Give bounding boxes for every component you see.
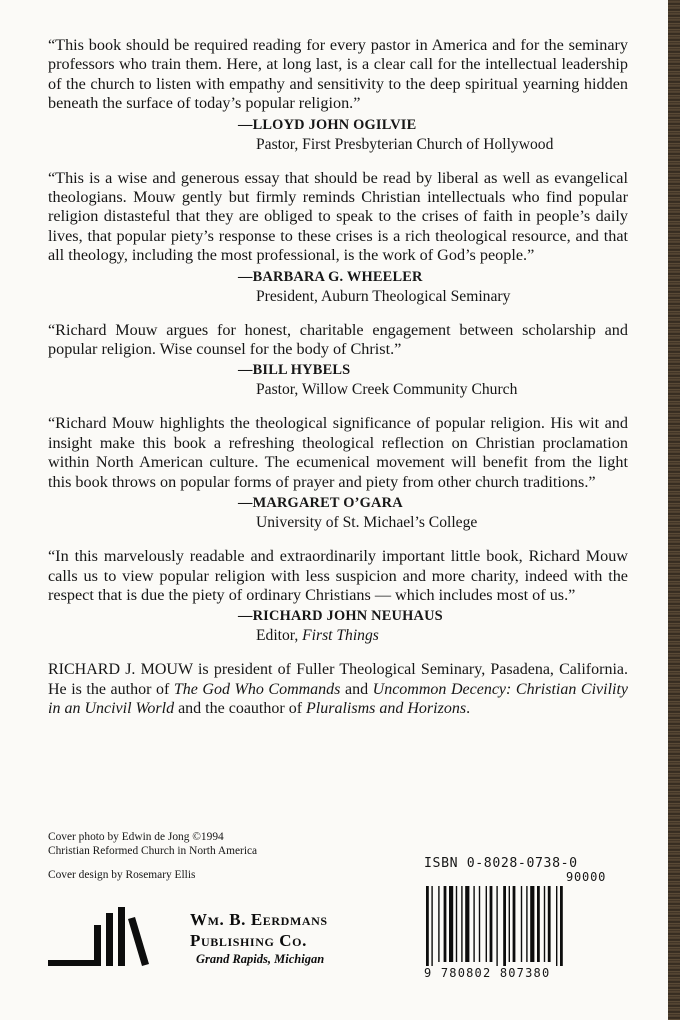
endorser-title-italic: First Things bbox=[302, 627, 379, 645]
endorser-name: —BILL HYBELS bbox=[238, 362, 351, 379]
barcode-bar bbox=[473, 886, 474, 962]
barcode-bar bbox=[537, 886, 540, 962]
endorser-name: —LLOYD JOHN OGILVIE bbox=[238, 116, 417, 133]
bio-text: . bbox=[466, 700, 471, 718]
endorser-title: Pastor, Willow Creek Community Church bbox=[256, 381, 518, 399]
barcode-bar bbox=[560, 886, 563, 966]
endorser-name: —MARGARET O’GARA bbox=[238, 495, 403, 512]
barcode-bar bbox=[496, 886, 497, 966]
barcode-bar bbox=[479, 886, 480, 962]
endorsement-attribution bbox=[238, 361, 628, 399]
endorsement-5 bbox=[48, 547, 628, 645]
barcode-bar bbox=[521, 886, 522, 962]
publisher-city: Grand Rapids, Michigan bbox=[196, 952, 325, 966]
endorsement-4 bbox=[48, 414, 628, 532]
barcode-bars bbox=[424, 886, 624, 966]
barcode-bar bbox=[444, 886, 447, 962]
barcode-bar bbox=[465, 886, 469, 962]
barcode-bar bbox=[456, 886, 457, 962]
endorsement-1 bbox=[48, 36, 628, 154]
photo-credit-line: Cover photo by Edwin de Jong ©1994 bbox=[48, 831, 224, 843]
endorser-title-prefix: Editor, bbox=[256, 627, 303, 645]
endorsement-quote: “Richard Mouw argues for honest, charitable engagement between scholarship and popular religion. Wise counsel for the body of Christ.” bbox=[48, 320, 628, 359]
endorsement-quote: “In this marvelously readable and extraordinarily important little book, Richard Mouw calls us to view popular religion with less suspicion and more charity, indeed with the respect that is due the piety of ordinary Christians — which includes most of us.” bbox=[48, 547, 628, 604]
endorsement-attribution bbox=[238, 607, 628, 645]
barcode-bar bbox=[438, 886, 439, 962]
photo-credit bbox=[48, 830, 257, 858]
barcode-bar bbox=[544, 886, 545, 962]
isbn-barcode bbox=[424, 856, 624, 986]
endorser-title bbox=[238, 626, 628, 645]
endorsements-section bbox=[48, 36, 628, 719]
endorsement-quote: “This is a wise and generous essay that should be read by liberal as well as evangelical theologians. Mouw gently but firmly reminds Christian intellectuals who find popular religion distasteful that they are obliged to speak to the crises of faith in people’s daily lives, that popular piety’s response to these crises is a rich theological resource, and that all theology, including the most professional, is the work of God’s people.” bbox=[48, 168, 628, 265]
isbn-label: ISBN 0-8028-0738-0 bbox=[424, 856, 578, 871]
barcode-bar bbox=[556, 886, 557, 966]
endorser-name: —RICHARD JOHN NEUHAUS bbox=[238, 608, 443, 625]
barcode-bar bbox=[431, 886, 432, 966]
bio-book-title: The God Who Commands bbox=[173, 680, 341, 698]
barcode-bar bbox=[486, 886, 487, 962]
endorsement-quote: “This book should be required reading for every pastor in America and for the seminary professors who train them. Here, at long last, is a clear call for the intellectual leadership of the church to listen with empathy and sensitivity to the deep spiritual yearning hidden beneath the surface of today’s popular religion.” bbox=[48, 36, 628, 113]
bio-text: RICHARD J. MOUW is president of Fuller Theological Seminary, Pasadena, California. He is the author of bbox=[48, 661, 628, 698]
publisher-name-line: Wm. B. Eerdmans bbox=[190, 910, 328, 929]
author-bio bbox=[48, 660, 628, 718]
endorser-title: President, Auburn Theological Seminary bbox=[256, 287, 511, 305]
publisher-imprint bbox=[48, 905, 378, 975]
barcode-bar bbox=[548, 886, 551, 962]
endorsement-attribution bbox=[238, 116, 628, 154]
bio-text: and bbox=[340, 680, 373, 698]
cover-credits bbox=[48, 830, 257, 892]
barcode-bar bbox=[449, 886, 453, 962]
price-code: 90000 bbox=[566, 870, 607, 884]
publisher-name-line: Publishing Co. bbox=[190, 931, 307, 950]
barcode-bar bbox=[490, 886, 493, 962]
barcode-bar bbox=[530, 886, 534, 962]
bio-book-title: Uncommon Decency: Christian Civility in an Uncivil World bbox=[48, 680, 629, 718]
barcode-bar bbox=[461, 886, 462, 962]
endorsement-quote: “Richard Mouw highlights the theological significance of popular religion. His wit and insight make this book a refreshing theological reflection on Christian proclamation within North American culture. The ecumenical movement will benefit from the light this book throws on popular forms of prayer and piety from other church traditions.” bbox=[48, 414, 628, 491]
barcode-bar bbox=[509, 886, 510, 962]
publisher-name bbox=[190, 909, 328, 968]
endorsement-3 bbox=[48, 321, 628, 400]
endorsement-attribution bbox=[238, 494, 628, 532]
barcode-bar bbox=[513, 886, 516, 962]
endorsement-2 bbox=[48, 169, 628, 306]
endorsement-attribution bbox=[238, 268, 628, 306]
barcode-bar bbox=[503, 886, 506, 966]
eerdmans-books-logo-icon bbox=[48, 905, 168, 967]
bio-text: and the coauthor of bbox=[174, 700, 307, 718]
design-credit: Cover design by Rosemary Ellis bbox=[48, 869, 196, 881]
photo-credit-line: Christian Reformed Church in North America bbox=[48, 845, 258, 857]
endorser-title: University of St. Michael’s College bbox=[256, 514, 478, 532]
endorser-title: Pastor, First Presbyterian Church of Hollywood bbox=[256, 135, 554, 153]
barcode-bar bbox=[526, 886, 527, 962]
book-spine-edge bbox=[668, 0, 680, 1020]
endorser-name: —BARBARA G. WHEELER bbox=[238, 268, 423, 285]
bio-book-title: Pluralisms and Horizons bbox=[306, 700, 467, 718]
barcode-digits: 9 780802 807380 bbox=[424, 966, 551, 980]
barcode-bar bbox=[426, 886, 429, 966]
